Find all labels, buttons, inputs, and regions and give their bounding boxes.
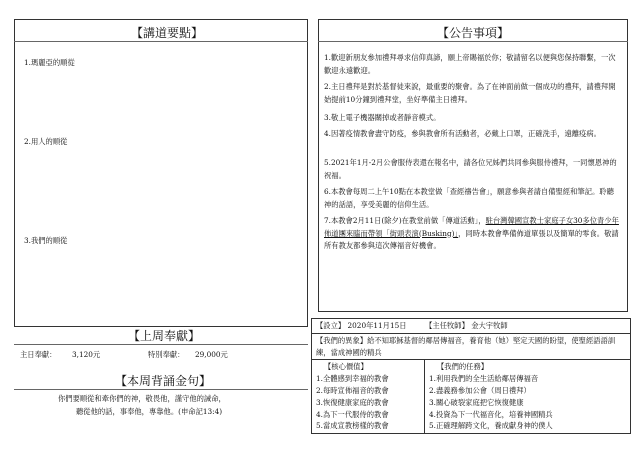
memory-verse-line-2: 聽從他的話，事奉他，專靠他。(申命記13:4) <box>76 407 223 416</box>
announcement-7-highlight: 駐台灣韓國宣教士家庭子女30多位青少年佈道團來臨而帶領「街頭表演(Busking)」 <box>324 216 619 238</box>
divider <box>318 41 628 42</box>
announcement-2: 2.主日禮拜是對於基督徒來說，最重要的聚會。為了在神面前做一個成功的禮拜，請禮拜開始提前10分鐘到禮拜堂，坐好準備主日禮拜。 <box>324 82 616 104</box>
church-info-header-row <box>312 319 631 334</box>
task-4: 4.投資為下一代福音化，培養神國精兵 <box>429 409 553 419</box>
special-offering-label: 特別奉獻： <box>148 350 185 359</box>
tasks-label: 【我們的任務】 <box>437 362 489 372</box>
sermon-point-1: 1.瑪麗亞的順從 <box>24 58 75 67</box>
task-2: 2.盡義務參加公會（周日禮拜） <box>429 385 531 395</box>
announcement-1: 1.歡迎新朋友參加禮拜尋求信仰真諦，願上帝賜福於你；敬請留名以便與您保持聯繫，一次歡迎永遠歡迎。 <box>324 53 616 75</box>
memory-verse-line-1: 你們要順從和牽你們的神，敬畏他，謹守他的誡命， <box>58 394 226 403</box>
special-offering-amount: 29,000元 <box>195 350 228 359</box>
core-value-5: 5.當成宣教榜樣的教會 <box>316 421 389 431</box>
tasks-cell <box>425 360 631 434</box>
sermon-point-3: 3.我們的順從 <box>24 236 68 245</box>
announcement-6: 6.本教會每周二上午10點在本教堂做「查經禱告會」，願意參與者請自備聖經和筆記。聆聽神的話語，享受美麗的信仰生活。 <box>324 187 614 209</box>
core-value-2: 2.每時宣佈福音的教會 <box>316 385 389 395</box>
announcement-7-suffix: ，同時本教會準備佈道單張以及簡單的零食。敬請所有教友都參與這次傳福音好機會。 <box>324 228 619 251</box>
pastor-name: 金大宇牧師 <box>471 321 508 330</box>
sermon-points-heading: 【講道要點】 <box>131 26 204 40</box>
task-3: 3.關心破裂家庭把它恢復健康 <box>429 397 524 407</box>
sermon-point-2: 2.用人的順從 <box>24 137 68 146</box>
vision-label: 【我們的異象】 <box>316 335 368 345</box>
memory-verse-heading: 【本周背誦金句】 <box>115 374 212 388</box>
vision-text: 給不知耶穌基督的鄰居傳福音，養育他（她）堅定天國的盼望，使聖經語語訓練，當成神國的精兵 <box>316 335 616 357</box>
announcement-3: 3.敬上電子機器關掉或者靜音模式。 <box>324 113 441 122</box>
divider <box>14 41 308 42</box>
vision-row <box>312 333 631 360</box>
pastor-label: 【主任牧師】 <box>425 321 469 330</box>
offering-heading: 【上周奉獻】 <box>128 329 201 343</box>
task-5: 5.正確理解跨文化，養成獻身神的僕人 <box>429 421 553 431</box>
announcement-5: 5.2021年1月-2月公會服侍表還在報名中，請各位兄姊們共同參與服侍禮拜，一同懷恩神的祝福。 <box>324 158 617 180</box>
task-1: 1.利用我們的全生活給鄰居傳福音 <box>429 374 539 384</box>
announcement-4: 4.因著疫情教會盡守防疫，參與教會所有活動者，必戴上口罩，正確洗手，遠離疫病。 <box>324 129 601 138</box>
divider <box>14 344 308 345</box>
church-info-table <box>311 318 631 434</box>
core-values-label: 【核心價值】 <box>324 362 368 372</box>
divider <box>14 389 308 390</box>
announcement-7-prefix: 7.本教會2月11日(除夕)在教堂前做「傳道活動」， <box>324 216 486 225</box>
core-value-1: 1.全體感到幸福的教會 <box>316 374 389 384</box>
founded-date: 2020年11月15日 <box>347 321 407 330</box>
announcements-heading: 【公告事項】 <box>437 26 510 40</box>
founded-label: 【設立】 <box>316 321 346 330</box>
core-value-3: 3.恢復健康家庭的教會 <box>316 397 389 407</box>
announcement-7 <box>324 215 620 253</box>
main-offering-amount: 3,120元 <box>72 350 101 359</box>
core-value-4: 4.為下一代服侍的教會 <box>316 409 389 419</box>
core-values-cell <box>312 360 425 434</box>
main-offering-label: 主日奉獻： <box>20 350 57 359</box>
